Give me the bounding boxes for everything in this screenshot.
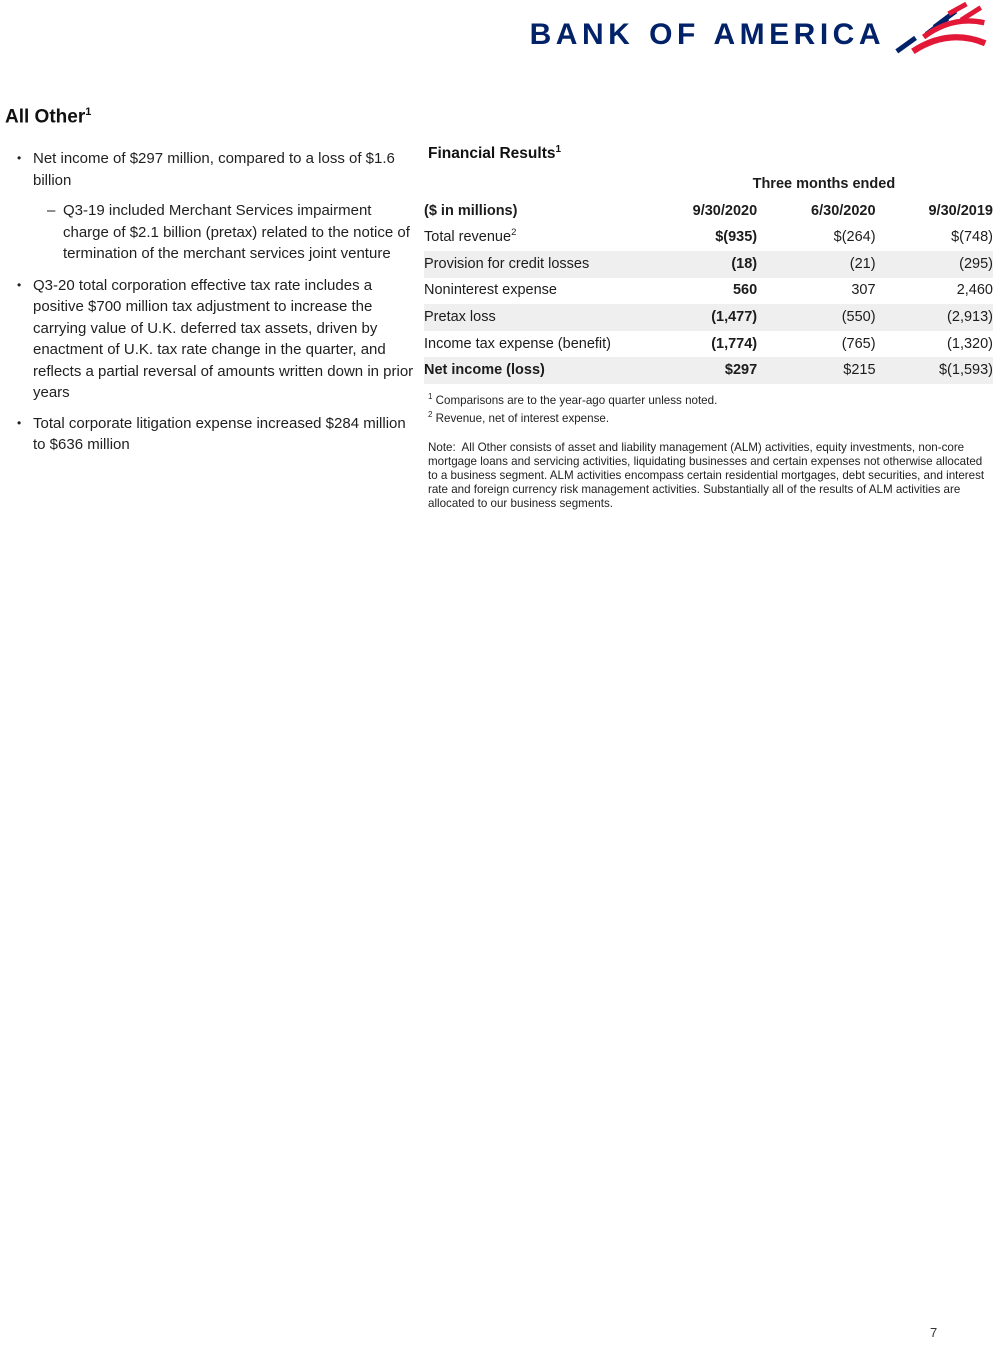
cell-value: 2,460 — [956, 282, 993, 299]
cell-value: (295) — [876, 251, 993, 278]
empty-cell — [424, 171, 655, 198]
footnote-2-ref: 2 — [428, 410, 433, 420]
financial-results-section — [424, 144, 993, 511]
cell-value: $(935) — [715, 229, 758, 246]
bank-of-america-logo — [530, 2, 987, 56]
table-row-pretax-loss — [424, 304, 993, 331]
cell-value: (550) — [757, 304, 875, 331]
table-row-noninterest-expense — [424, 278, 993, 305]
table-row-provision — [424, 251, 993, 278]
cell-value: $215 — [757, 357, 875, 384]
bullet-litigation-expense — [5, 413, 415, 456]
segment-note: Note: All Other consists of asset and liability management (ALM) activities, equity investments, non-core mortgage loans and servicing activities, liquidating businesses and certain expenses not otherwise allocated to a business segment. ALM activities encompass certain residential mortgages, debt securities, and interest rate and foreign currency risk management activities. Substantially all of the results of ALM activities are allocated to our business segments. — [428, 440, 988, 510]
row-footnote-ref: 2 — [511, 227, 517, 239]
table-row-net-income — [424, 357, 993, 384]
cell-value: (765) — [841, 335, 876, 352]
footnote-1-text: Comparisons are to the year-ago quarter unless noted. — [432, 393, 718, 407]
page-title-footnote-ref: 1 — [85, 106, 92, 118]
subbullet-q3-19-impairment — [5, 200, 415, 265]
cell-value: (18) — [655, 251, 757, 278]
cell-value: $(264) — [833, 229, 876, 246]
cell-value: (1,477) — [655, 304, 757, 331]
bullet-net-income — [5, 148, 415, 191]
bullet-tax-rate — [5, 275, 415, 404]
cell-value: $(748) — [951, 229, 993, 246]
table-span-header-row — [424, 171, 993, 198]
bank-of-america-wordmark: BANK OF AMERICA — [529, 18, 885, 51]
row-label: Net income (loss) — [424, 357, 655, 384]
cell-value: 307 — [851, 282, 876, 299]
bullet-marker: • — [17, 415, 22, 430]
row-label: Noninterest expense — [424, 282, 557, 299]
page-number: 7 — [930, 1325, 938, 1340]
row-label: Provision for credit losses — [424, 251, 655, 278]
column-header: 9/30/2019 — [928, 202, 993, 219]
segment-highlights — [5, 106, 415, 465]
table-row-income-tax — [424, 331, 993, 358]
table-column-header-row — [424, 198, 993, 225]
bullet-text: Q3-20 total corporation effective tax rate includes a positive $700 million tax adjustment to increase the carrying value of U.K. deferred tax assets, driven by enactment of U.K. tax rate change in the quarter, and reflects a partial reversal of amounts written down in prior years — [33, 276, 414, 402]
cell-value: (21) — [757, 251, 875, 278]
financial-results-title — [424, 144, 993, 163]
subbullet-text: Q3-19 included Merchant Services impairment charge of $2.1 billion (pretax) related to the notice of termination of the merchant services joint venture — [63, 202, 410, 263]
cell-value: (1,320) — [947, 335, 993, 352]
footnote-1-ref: 1 — [428, 391, 433, 401]
bank-of-america-flag-icon — [895, 2, 987, 56]
cell-value: $297 — [655, 357, 757, 384]
row-label: Pretax loss — [424, 304, 655, 331]
column-header: 9/30/2020 — [692, 202, 758, 219]
bullet-marker: • — [17, 151, 22, 166]
table-row-total-revenue — [424, 224, 993, 251]
bullet-text: Net income of $297 million, compared to a loss of $1.6 billion — [33, 150, 395, 189]
financial-results-table — [424, 171, 993, 384]
subbullet-marker: – — [47, 202, 56, 220]
footnote-1 — [428, 390, 993, 408]
bullet-marker: • — [17, 277, 22, 292]
cell-value: 560 — [732, 282, 758, 299]
cell-value: $(1,593) — [876, 357, 993, 384]
cell-value: (2,913) — [876, 304, 993, 331]
page-title-text: All Other — [5, 106, 86, 128]
financial-results-footnote-ref: 1 — [555, 144, 562, 155]
bullet-text: Total corporate litigation expense increased $284 million to $636 million — [33, 414, 406, 454]
row-label: Income tax expense (benefit) — [424, 335, 611, 352]
footnote-2 — [428, 408, 993, 426]
column-header: 6/30/2020 — [811, 202, 876, 219]
financial-results-title-text: Financial Results — [428, 145, 556, 163]
cell-value: (1,774) — [711, 335, 758, 352]
row-label — [424, 224, 655, 251]
table-footnotes — [424, 390, 993, 427]
row-label-text: Total revenue — [424, 229, 512, 246]
footnote-2-text: Revenue, net of interest expense. — [432, 412, 610, 426]
page-title — [5, 106, 415, 128]
three-months-ended-header: Three months ended — [752, 175, 896, 192]
units-label: ($ in millions) — [424, 202, 518, 219]
